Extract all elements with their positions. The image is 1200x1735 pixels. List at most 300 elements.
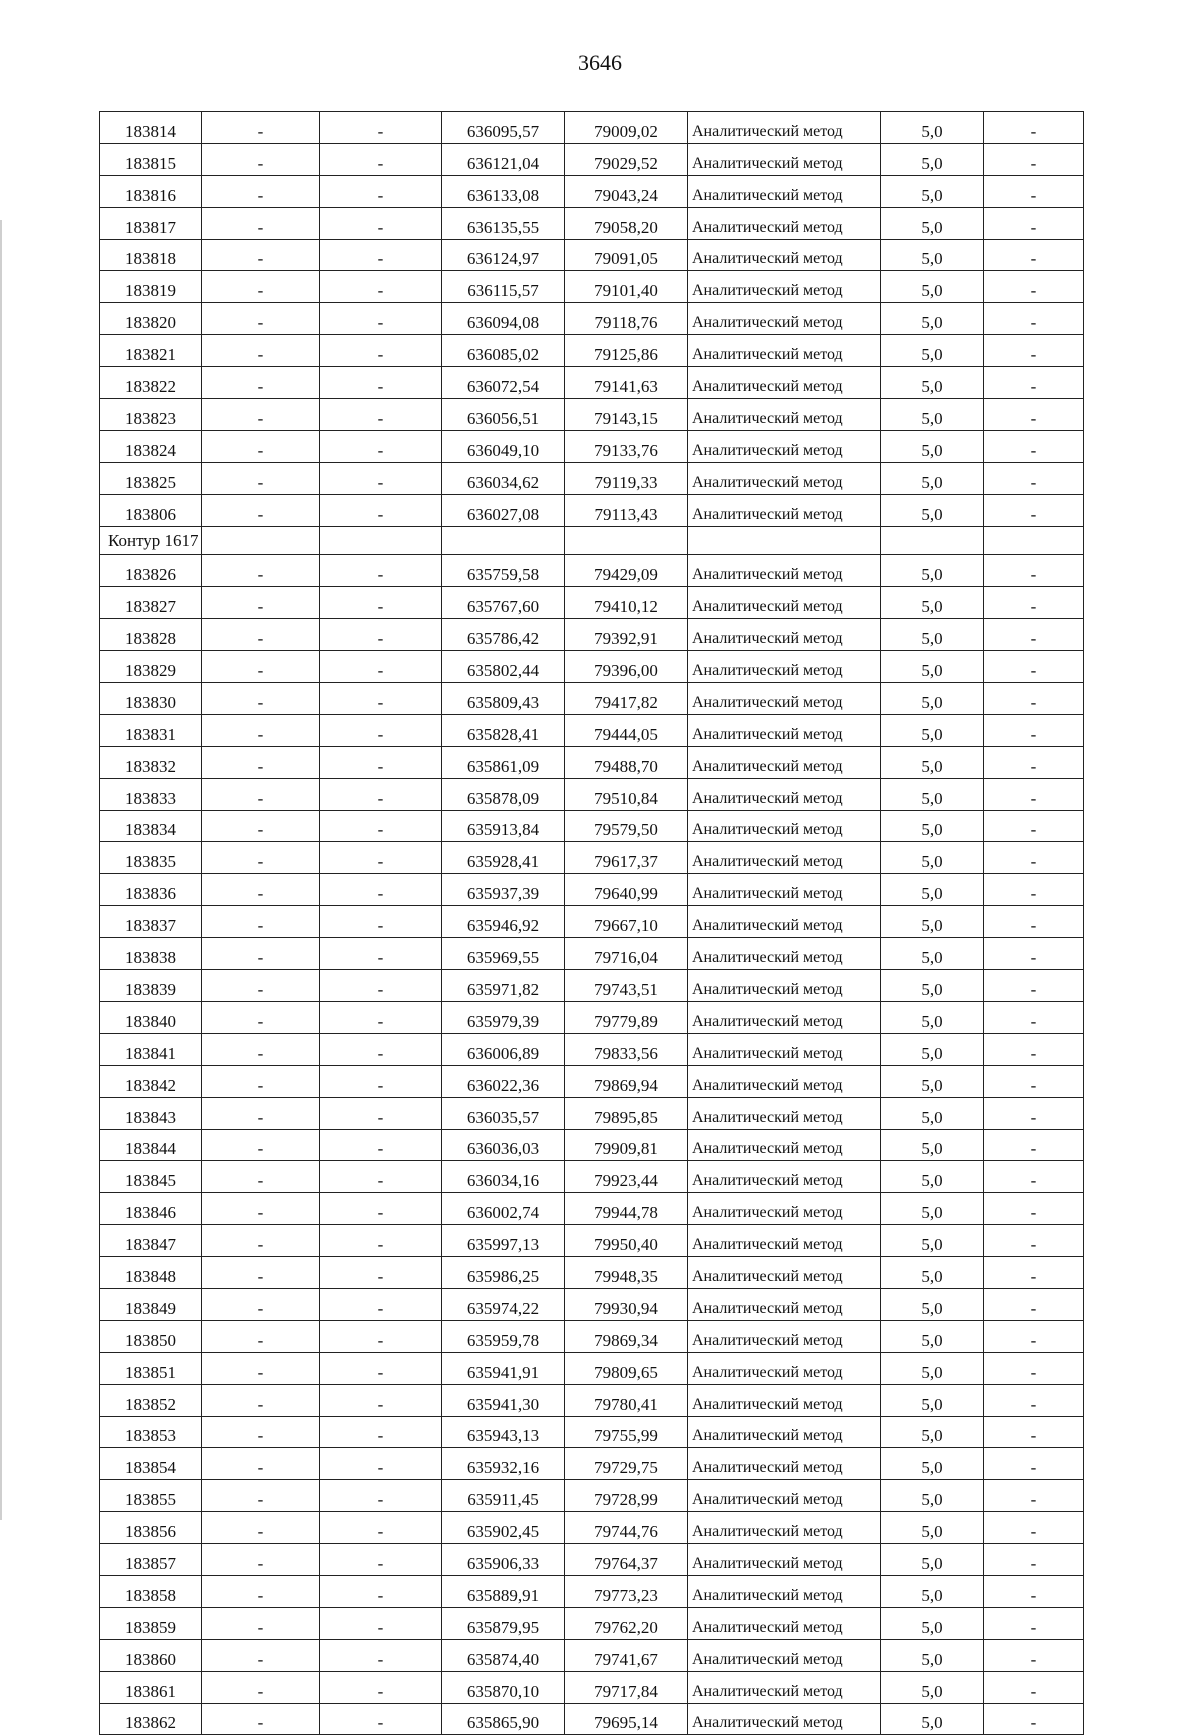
method-cell: Аналитический метод — [688, 1512, 881, 1544]
empty-value-cell: - — [202, 1257, 320, 1289]
empty-value-cell: - — [202, 1001, 320, 1033]
empty-value-cell: - — [320, 1416, 442, 1448]
point-number-cell: 183836 — [100, 874, 202, 906]
empty-value-cell: - — [984, 1320, 1084, 1352]
x-coordinate-cell: 636056,51 — [442, 399, 565, 431]
x-coordinate-cell: 635928,41 — [442, 842, 565, 874]
empty-value-cell: - — [320, 1384, 442, 1416]
empty-value-cell: - — [202, 714, 320, 746]
empty-value-cell: - — [202, 1703, 320, 1735]
y-coordinate-cell: 79833,56 — [565, 1033, 688, 1065]
accuracy-cell: 5,0 — [881, 1703, 984, 1735]
empty-value-cell: - — [984, 112, 1084, 144]
empty-value-cell: - — [202, 555, 320, 587]
method-cell: Аналитический метод — [688, 1671, 881, 1703]
table-row — [100, 842, 1084, 874]
accuracy-cell: 5,0 — [881, 1288, 984, 1320]
table-row — [100, 462, 1084, 494]
empty-value-cell: - — [320, 1257, 442, 1289]
empty-value-cell: - — [984, 1607, 1084, 1639]
empty-value-cell: - — [320, 1544, 442, 1576]
x-coordinate-cell: 635906,33 — [442, 1544, 565, 1576]
method-cell: Аналитический метод — [688, 1544, 881, 1576]
point-number-cell: 183844 — [100, 1129, 202, 1161]
table-row — [100, 810, 1084, 842]
point-number-cell: 183830 — [100, 683, 202, 715]
method-cell: Аналитический метод — [688, 1033, 881, 1065]
accuracy-cell: 5,0 — [881, 970, 984, 1002]
x-coordinate-cell: 635913,84 — [442, 810, 565, 842]
y-coordinate-cell: 79396,00 — [565, 651, 688, 683]
y-coordinate-cell: 79950,40 — [565, 1225, 688, 1257]
table-row — [100, 367, 1084, 399]
y-coordinate-cell: 79741,67 — [565, 1639, 688, 1671]
empty-value-cell: - — [320, 938, 442, 970]
empty-value-cell: - — [984, 1257, 1084, 1289]
method-cell: Аналитический метод — [688, 239, 881, 271]
empty-value-cell: - — [984, 399, 1084, 431]
table-row — [100, 1512, 1084, 1544]
point-number-cell: 183815 — [100, 143, 202, 175]
empty-value-cell: - — [984, 303, 1084, 335]
empty-value-cell: - — [202, 112, 320, 144]
accuracy-cell: 5,0 — [881, 1575, 984, 1607]
accuracy-cell: 5,0 — [881, 874, 984, 906]
empty-value-cell: - — [984, 1544, 1084, 1576]
x-coordinate-cell: 636002,74 — [442, 1193, 565, 1225]
empty-value-cell: - — [320, 1225, 442, 1257]
point-number-cell: 183851 — [100, 1352, 202, 1384]
empty-value-cell: - — [984, 494, 1084, 526]
empty-value-cell: - — [202, 1193, 320, 1225]
empty-value-cell: - — [202, 207, 320, 239]
accuracy-cell: 5,0 — [881, 619, 984, 651]
empty-value-cell: - — [984, 587, 1084, 619]
empty-value-cell: - — [320, 1097, 442, 1129]
x-coordinate-cell: 635889,91 — [442, 1575, 565, 1607]
method-cell: Аналитический метод — [688, 335, 881, 367]
point-number-cell: 183856 — [100, 1512, 202, 1544]
point-number-cell: 183837 — [100, 906, 202, 938]
y-coordinate-cell: 79780,41 — [565, 1384, 688, 1416]
empty-value-cell: - — [320, 683, 442, 715]
point-number-cell: 183806 — [100, 494, 202, 526]
x-coordinate-cell: 636121,04 — [442, 143, 565, 175]
method-cell: Аналитический метод — [688, 1607, 881, 1639]
method-cell: Аналитический метод — [688, 906, 881, 938]
y-coordinate-cell: 79091,05 — [565, 239, 688, 271]
accuracy-cell: 5,0 — [881, 1033, 984, 1065]
point-number-cell: 183841 — [100, 1033, 202, 1065]
table-row — [100, 1544, 1084, 1576]
accuracy-cell: 5,0 — [881, 1512, 984, 1544]
table-row — [100, 1225, 1084, 1257]
empty-value-cell: - — [202, 143, 320, 175]
accuracy-cell: 5,0 — [881, 462, 984, 494]
empty-cell — [202, 526, 320, 555]
method-cell: Аналитический метод — [688, 143, 881, 175]
empty-value-cell: - — [984, 1161, 1084, 1193]
y-coordinate-cell: 79444,05 — [565, 714, 688, 746]
empty-value-cell: - — [984, 746, 1084, 778]
table-body — [100, 112, 1084, 1735]
empty-value-cell: - — [320, 555, 442, 587]
empty-value-cell: - — [202, 1639, 320, 1671]
point-number-cell: 183822 — [100, 367, 202, 399]
empty-value-cell: - — [320, 651, 442, 683]
point-number-cell: 183842 — [100, 1065, 202, 1097]
table-row — [100, 778, 1084, 810]
y-coordinate-cell: 79743,51 — [565, 970, 688, 1002]
method-cell: Аналитический метод — [688, 399, 881, 431]
accuracy-cell: 5,0 — [881, 430, 984, 462]
empty-value-cell: - — [984, 1416, 1084, 1448]
y-coordinate-cell: 79101,40 — [565, 271, 688, 303]
x-coordinate-cell: 635932,16 — [442, 1448, 565, 1480]
empty-value-cell: - — [320, 714, 442, 746]
empty-value-cell: - — [202, 1225, 320, 1257]
method-cell: Аналитический метод — [688, 1639, 881, 1671]
x-coordinate-cell: 635941,30 — [442, 1384, 565, 1416]
method-cell: Аналитический метод — [688, 938, 881, 970]
y-coordinate-cell: 79579,50 — [565, 810, 688, 842]
empty-value-cell: - — [202, 1033, 320, 1065]
empty-value-cell: - — [202, 1129, 320, 1161]
empty-value-cell: - — [202, 651, 320, 683]
empty-value-cell: - — [202, 1161, 320, 1193]
point-number-cell: 183826 — [100, 555, 202, 587]
x-coordinate-cell: 635902,45 — [442, 1512, 565, 1544]
empty-value-cell: - — [984, 1225, 1084, 1257]
empty-value-cell: - — [320, 112, 442, 144]
empty-value-cell: - — [984, 1097, 1084, 1129]
table-row — [100, 1257, 1084, 1289]
table-row — [100, 271, 1084, 303]
method-cell: Аналитический метод — [688, 810, 881, 842]
empty-value-cell: - — [984, 1033, 1084, 1065]
empty-value-cell: - — [202, 1480, 320, 1512]
table-row — [100, 1320, 1084, 1352]
point-number-cell: 183862 — [100, 1703, 202, 1735]
table-row — [100, 1384, 1084, 1416]
accuracy-cell: 5,0 — [881, 714, 984, 746]
method-cell: Аналитический метод — [688, 1352, 881, 1384]
x-coordinate-cell: 635879,95 — [442, 1607, 565, 1639]
accuracy-cell: 5,0 — [881, 494, 984, 526]
method-cell: Аналитический метод — [688, 778, 881, 810]
scan-edge-line — [0, 220, 2, 1520]
table-row — [100, 1097, 1084, 1129]
table-row — [100, 1448, 1084, 1480]
y-coordinate-cell: 79133,76 — [565, 430, 688, 462]
y-coordinate-cell: 79488,70 — [565, 746, 688, 778]
y-coordinate-cell: 79118,76 — [565, 303, 688, 335]
empty-value-cell: - — [984, 651, 1084, 683]
method-cell: Аналитический метод — [688, 651, 881, 683]
x-coordinate-cell: 635937,39 — [442, 874, 565, 906]
empty-value-cell: - — [320, 430, 442, 462]
empty-cell — [320, 526, 442, 555]
x-coordinate-cell: 635997,13 — [442, 1225, 565, 1257]
point-number-cell: 183834 — [100, 810, 202, 842]
empty-value-cell: - — [320, 810, 442, 842]
table-row — [100, 143, 1084, 175]
empty-value-cell: - — [202, 399, 320, 431]
empty-value-cell: - — [984, 1575, 1084, 1607]
empty-value-cell: - — [320, 1320, 442, 1352]
x-coordinate-cell: 635943,13 — [442, 1416, 565, 1448]
x-coordinate-cell: 636022,36 — [442, 1065, 565, 1097]
y-coordinate-cell: 79909,81 — [565, 1129, 688, 1161]
empty-value-cell: - — [320, 1639, 442, 1671]
point-number-cell: 183824 — [100, 430, 202, 462]
accuracy-cell: 5,0 — [881, 555, 984, 587]
empty-cell — [565, 526, 688, 555]
method-cell: Аналитический метод — [688, 1129, 881, 1161]
x-coordinate-cell: 636034,62 — [442, 462, 565, 494]
point-number-cell: 183831 — [100, 714, 202, 746]
point-number-cell: 183817 — [100, 207, 202, 239]
table-row — [100, 1639, 1084, 1671]
y-coordinate-cell: 79043,24 — [565, 175, 688, 207]
accuracy-cell: 5,0 — [881, 335, 984, 367]
x-coordinate-cell: 636006,89 — [442, 1033, 565, 1065]
x-coordinate-cell: 636095,57 — [442, 112, 565, 144]
empty-value-cell: - — [984, 1129, 1084, 1161]
accuracy-cell: 5,0 — [881, 271, 984, 303]
empty-value-cell: - — [984, 714, 1084, 746]
empty-cell — [442, 526, 565, 555]
y-coordinate-cell: 79717,84 — [565, 1671, 688, 1703]
method-cell: Аналитический метод — [688, 462, 881, 494]
x-coordinate-cell: 635911,45 — [442, 1480, 565, 1512]
y-coordinate-cell: 79728,99 — [565, 1480, 688, 1512]
empty-value-cell: - — [320, 1512, 442, 1544]
empty-value-cell: - — [202, 1320, 320, 1352]
empty-value-cell: - — [202, 271, 320, 303]
empty-value-cell: - — [984, 239, 1084, 271]
accuracy-cell: 5,0 — [881, 651, 984, 683]
point-number-cell: 183829 — [100, 651, 202, 683]
table-row — [100, 906, 1084, 938]
y-coordinate-cell: 79009,02 — [565, 112, 688, 144]
x-coordinate-cell: 635979,39 — [442, 1001, 565, 1033]
method-cell: Аналитический метод — [688, 1001, 881, 1033]
y-coordinate-cell: 79429,09 — [565, 555, 688, 587]
empty-value-cell: - — [984, 462, 1084, 494]
point-number-cell: 183849 — [100, 1288, 202, 1320]
accuracy-cell: 5,0 — [881, 842, 984, 874]
empty-value-cell: - — [202, 239, 320, 271]
empty-value-cell: - — [984, 1448, 1084, 1480]
empty-value-cell: - — [984, 271, 1084, 303]
accuracy-cell: 5,0 — [881, 1129, 984, 1161]
method-cell: Аналитический метод — [688, 207, 881, 239]
x-coordinate-cell: 636133,08 — [442, 175, 565, 207]
empty-value-cell: - — [984, 430, 1084, 462]
y-coordinate-cell: 79729,75 — [565, 1448, 688, 1480]
y-coordinate-cell: 79029,52 — [565, 143, 688, 175]
x-coordinate-cell: 635969,55 — [442, 938, 565, 970]
accuracy-cell: 5,0 — [881, 1065, 984, 1097]
y-coordinate-cell: 79869,94 — [565, 1065, 688, 1097]
y-coordinate-cell: 79510,84 — [565, 778, 688, 810]
method-cell: Аналитический метод — [688, 746, 881, 778]
point-number-cell: 183843 — [100, 1097, 202, 1129]
point-number-cell: 183859 — [100, 1607, 202, 1639]
table-row — [100, 335, 1084, 367]
point-number-cell: 183848 — [100, 1257, 202, 1289]
method-cell: Аналитический метод — [688, 1225, 881, 1257]
coordinates-table — [99, 111, 1084, 1735]
point-number-cell: 183828 — [100, 619, 202, 651]
empty-value-cell: - — [202, 970, 320, 1002]
method-cell: Аналитический метод — [688, 1320, 881, 1352]
method-cell: Аналитический метод — [688, 874, 881, 906]
y-coordinate-cell: 79930,94 — [565, 1288, 688, 1320]
table-row — [100, 746, 1084, 778]
empty-value-cell: - — [202, 778, 320, 810]
empty-value-cell: - — [984, 335, 1084, 367]
accuracy-cell: 5,0 — [881, 1448, 984, 1480]
method-cell: Аналитический метод — [688, 1703, 881, 1735]
table-row — [100, 587, 1084, 619]
accuracy-cell: 5,0 — [881, 112, 984, 144]
empty-value-cell: - — [320, 1161, 442, 1193]
accuracy-cell: 5,0 — [881, 1193, 984, 1225]
table-row — [100, 938, 1084, 970]
method-cell: Аналитический метод — [688, 619, 881, 651]
empty-cell — [881, 526, 984, 555]
accuracy-cell: 5,0 — [881, 1607, 984, 1639]
y-coordinate-cell: 79948,35 — [565, 1257, 688, 1289]
empty-value-cell: - — [320, 462, 442, 494]
method-cell: Аналитический метод — [688, 1575, 881, 1607]
x-coordinate-cell: 635974,22 — [442, 1288, 565, 1320]
table-row — [100, 1416, 1084, 1448]
table-row — [100, 874, 1084, 906]
accuracy-cell: 5,0 — [881, 303, 984, 335]
empty-value-cell: - — [984, 874, 1084, 906]
y-coordinate-cell: 79755,99 — [565, 1416, 688, 1448]
empty-value-cell: - — [984, 1512, 1084, 1544]
table-row — [100, 970, 1084, 1002]
point-number-cell: 183833 — [100, 778, 202, 810]
accuracy-cell: 5,0 — [881, 938, 984, 970]
x-coordinate-cell: 636034,16 — [442, 1161, 565, 1193]
empty-value-cell: - — [202, 462, 320, 494]
empty-value-cell: - — [320, 1001, 442, 1033]
empty-value-cell: - — [202, 1671, 320, 1703]
empty-value-cell: - — [984, 143, 1084, 175]
accuracy-cell: 5,0 — [881, 587, 984, 619]
table-row — [100, 1129, 1084, 1161]
table-row — [100, 1065, 1084, 1097]
point-number-cell: 183839 — [100, 970, 202, 1002]
empty-value-cell: - — [984, 619, 1084, 651]
empty-value-cell: - — [202, 1607, 320, 1639]
table-row — [100, 714, 1084, 746]
empty-value-cell: - — [202, 746, 320, 778]
point-number-cell: 183853 — [100, 1416, 202, 1448]
empty-value-cell: - — [202, 587, 320, 619]
empty-cell — [984, 526, 1084, 555]
accuracy-cell: 5,0 — [881, 1384, 984, 1416]
y-coordinate-cell: 79143,15 — [565, 399, 688, 431]
empty-value-cell: - — [984, 842, 1084, 874]
table-row — [100, 1193, 1084, 1225]
y-coordinate-cell: 79944,78 — [565, 1193, 688, 1225]
y-coordinate-cell: 79779,89 — [565, 1001, 688, 1033]
x-coordinate-cell: 635828,41 — [442, 714, 565, 746]
point-number-cell: 183825 — [100, 462, 202, 494]
y-coordinate-cell: 79762,20 — [565, 1607, 688, 1639]
empty-value-cell: - — [984, 1193, 1084, 1225]
empty-value-cell: - — [320, 207, 442, 239]
empty-value-cell: - — [202, 842, 320, 874]
x-coordinate-cell: 636072,54 — [442, 367, 565, 399]
method-cell: Аналитический метод — [688, 1384, 881, 1416]
method-cell: Аналитический метод — [688, 1480, 881, 1512]
point-number-cell: 183818 — [100, 239, 202, 271]
accuracy-cell: 5,0 — [881, 367, 984, 399]
empty-value-cell: - — [202, 1448, 320, 1480]
table-row — [100, 1288, 1084, 1320]
empty-value-cell: - — [320, 1033, 442, 1065]
table-row — [100, 399, 1084, 431]
empty-value-cell: - — [320, 143, 442, 175]
x-coordinate-cell: 635986,25 — [442, 1257, 565, 1289]
section-row — [100, 526, 1084, 555]
point-number-cell: 183832 — [100, 746, 202, 778]
table-row — [100, 1607, 1084, 1639]
table-row — [100, 303, 1084, 335]
empty-value-cell: - — [202, 810, 320, 842]
y-coordinate-cell: 79119,33 — [565, 462, 688, 494]
method-cell: Аналитический метод — [688, 1416, 881, 1448]
point-number-cell: 183861 — [100, 1671, 202, 1703]
empty-value-cell: - — [202, 1352, 320, 1384]
empty-cell — [688, 526, 881, 555]
empty-value-cell: - — [320, 1671, 442, 1703]
x-coordinate-cell: 636115,57 — [442, 271, 565, 303]
accuracy-cell: 5,0 — [881, 175, 984, 207]
empty-value-cell: - — [984, 683, 1084, 715]
y-coordinate-cell: 79392,91 — [565, 619, 688, 651]
x-coordinate-cell: 635878,09 — [442, 778, 565, 810]
method-cell: Аналитический метод — [688, 112, 881, 144]
empty-value-cell: - — [984, 1288, 1084, 1320]
x-coordinate-cell: 635870,10 — [442, 1671, 565, 1703]
x-coordinate-cell: 635946,92 — [442, 906, 565, 938]
accuracy-cell: 5,0 — [881, 1639, 984, 1671]
point-number-cell: 183855 — [100, 1480, 202, 1512]
y-coordinate-cell: 79773,23 — [565, 1575, 688, 1607]
point-number-cell: 183816 — [100, 175, 202, 207]
y-coordinate-cell: 79125,86 — [565, 335, 688, 367]
table-row — [100, 1671, 1084, 1703]
y-coordinate-cell: 79417,82 — [565, 683, 688, 715]
x-coordinate-cell: 635941,91 — [442, 1352, 565, 1384]
empty-value-cell: - — [202, 1065, 320, 1097]
y-coordinate-cell: 79617,37 — [565, 842, 688, 874]
table-row — [100, 175, 1084, 207]
method-cell: Аналитический метод — [688, 1257, 881, 1289]
empty-value-cell: - — [320, 970, 442, 1002]
point-number-cell: 183827 — [100, 587, 202, 619]
empty-value-cell: - — [202, 430, 320, 462]
empty-value-cell: - — [984, 1065, 1084, 1097]
